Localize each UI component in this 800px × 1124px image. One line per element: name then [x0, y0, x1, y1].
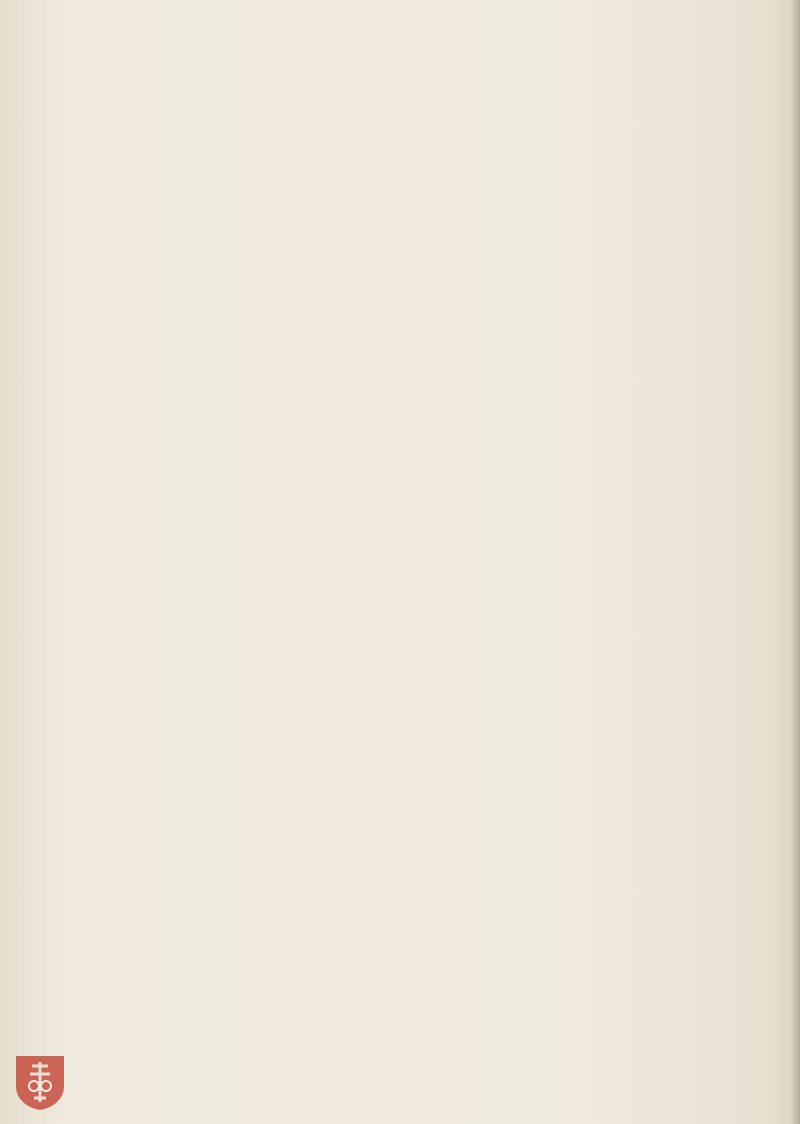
page-header — [16, 58, 656, 88]
papal-keys-logo-icon — [12, 1052, 68, 1112]
page-edge-shadow — [790, 0, 800, 1124]
page-footer-catchwords — [380, 1018, 660, 1042]
